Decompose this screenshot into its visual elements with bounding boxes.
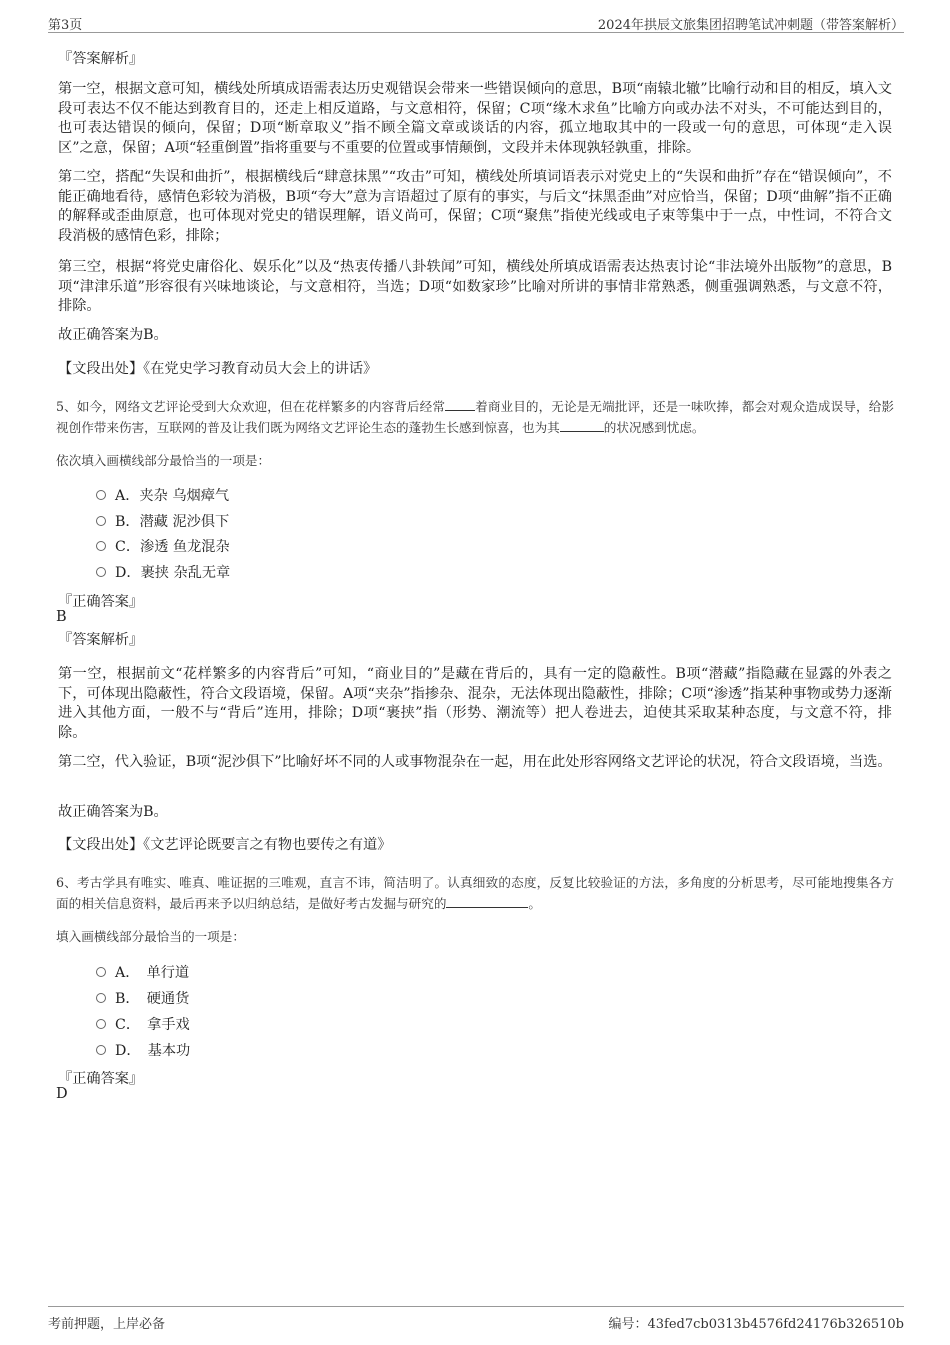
q5-analysis-p2: 第二空，代入验证，B项“泥沙俱下”比喻好坏不同的人或事物混杂在一起，用在此处形容网络文艺评论的状况，符合文段语境，当选。 [58, 754, 892, 770]
q6-option-c[interactable] [96, 1014, 190, 1034]
q6-blank [446, 895, 528, 908]
q4-analysis-p3: 第三空，根据“将党史庸俗化、娱乐化”以及“热衷传播八卦轶闻”可知，横线处所填成语需表达热衷讨论“非法境外出版物”的意思，B项“津津乐道”形容很有兴味地谈论，与文意相符，当选；D项“如数家珍”比喻对所讲的事情非常熟悉，侧重强调熟悉，与文意不符，排除。 [58, 259, 892, 315]
q5-option-d-label: D．裹挟 杂乱无章 [115, 565, 231, 581]
q5-stem-part-3: 的状况感到忧虑。 [603, 420, 705, 435]
q5-blank-1 [445, 398, 475, 411]
q5-analysis-p1: 第一空，根据前文“花样繁多的内容背后”可知，“商业目的”是藏在背后的，具有一定的隐蔽性。B项“潜藏”指隐藏在显露的外表之下，可体现出隐蔽性，符合文段语境，保留。A项“夹杂”指掺杂、混杂，无法体现出隐蔽性，排除；C项“渗透”指某种事物或势力逐渐进入其他方面，一般不与“背后”连用，排除；D项“裹挟”指（形势、潮流等）把人卷进去，迫使其采取某种态度，与文意不符，排除。 [58, 666, 892, 741]
q5-blank-2 [560, 419, 604, 432]
q5-option-d[interactable] [96, 562, 230, 582]
q5-answer-tag: 『正确答案』 [58, 594, 144, 610]
q5-option-a-label: A．夹杂 乌烟瘴气 [115, 488, 230, 504]
q6-option-d-label: D． 基本功 [115, 1043, 191, 1059]
q6-prompt: 填入画横线部分最恰当的一项是： [56, 929, 245, 944]
document-id: 编号：43fed7cb0313b4576fd24176b326510b [608, 1317, 904, 1332]
q4-analysis-p2: 第二空，搭配“失误和曲折”，根据横线后“肆意抹黑”“攻击”可知，横线处所填词语表示对党史上的“失误和曲折”存在“错误倾向”，不能正确地看待，感情色彩较为消极，B项“夸大”意为言语超过了原有的事实，与后文“抹黑歪曲”对应恰当，保留；D项“曲解”指不正确的解释或歪曲原意，也可体现对党史的错误理解，语义尚可，保留；C项“聚焦”指使光线或电子束等集中于一点，中性词，不符合文段消极的感情色彩，排除； [58, 169, 892, 244]
radio-icon[interactable] [96, 490, 106, 500]
q6-stem-part-2: 。 [528, 896, 541, 911]
q6-option-c-label: C． 拿手戏 [115, 1017, 190, 1033]
q6-option-a-label: A． 单行道 [115, 965, 190, 981]
q5-option-b-label: B．潜藏 泥沙俱下 [115, 514, 230, 530]
q4-analysis-tag: 『答案解析』 [58, 51, 144, 67]
q5-source: 【文段出处】《文艺评论既要言之有物也要传之有道》 [58, 837, 392, 853]
q6-stem [56, 872, 894, 914]
q6-stem-part-1: 6、考古学具有唯实、唯真、唯证据的三唯观，直言不讳，简洁明了。认真细致的态度，反复比较验证的方法，多角度的分析思考，尽可能地搜集各方面的相关信息资料，最后再来予以归纳总结，是做好考古发掘与研究的 [56, 875, 894, 911]
q6-answer: D [56, 1086, 68, 1102]
q5-conclusion: 故正确答案为B。 [58, 804, 168, 820]
q6-option-b[interactable] [96, 988, 189, 1008]
q6-option-d[interactable] [96, 1040, 190, 1060]
q5-answer: B [56, 609, 67, 625]
q5-stem-part-2: 着商业目的，无论是无端批评，还是一味吹捧，都会对观众造成误导，给影视创作带来伤害，互联网的普及让我们既为网络文艺评论生态的蓬勃生长感到惊喜，也为其 [56, 399, 895, 435]
q5-prompt: 依次填入画横线部分最恰当的一项是： [56, 453, 271, 468]
q5-analysis-tag: 『答案解析』 [58, 632, 144, 648]
radio-icon[interactable] [96, 516, 106, 526]
q5-option-a[interactable] [96, 485, 229, 505]
q5-stem [56, 396, 894, 438]
q5-option-c-label: C．渗透 鱼龙混杂 [115, 539, 230, 555]
q6-answer-tag: 『正确答案』 [58, 1071, 144, 1087]
q5-option-b[interactable] [96, 511, 229, 531]
radio-icon[interactable] [96, 541, 106, 551]
page-header [48, 12, 904, 33]
q4-analysis-p1: 第一空，根据文意可知，横线处所填成语需表达历史观错误会带来一些错误倾向的意思，B项“南辕北辙”比喻行动和目的相反，填入文段可表达不仅不能达到教育目的，还走上相反道路，与文意相符，保留；C项“缘木求鱼”比喻方向或办法不对头，不可能达到目的，也可表达错误的倾向，保留；D项“断章取义”指不顾全篇文章或谈话的内容，孤立地取其中的一段或一句的意思，可体现“走入误区”之意，保留；A项“轻重倒置”指将重要与不重要的位置或事情颠倒，文段并未体现孰轻孰重，排除。 [58, 81, 892, 156]
radio-icon[interactable] [96, 1045, 106, 1055]
page-number: 第3页 [48, 18, 83, 33]
radio-icon[interactable] [96, 967, 106, 977]
q6-option-a[interactable] [96, 962, 189, 982]
q4-conclusion: 故正确答案为B。 [58, 327, 168, 343]
q5-stem-part-1: 5、如今，网络文艺评论受到大众欢迎，但在花样繁多的内容背后经常 [56, 399, 446, 414]
document-title: 2024年拱辰文旅集团招聘笔试冲刺题（带答案解析） [597, 18, 904, 33]
footer-slogan: 考前押题，上岸必备 [48, 1317, 166, 1332]
radio-icon[interactable] [96, 993, 106, 1003]
page-footer [48, 1306, 904, 1332]
radio-icon[interactable] [96, 1019, 106, 1029]
radio-icon[interactable] [96, 567, 106, 577]
q4-source: 【文段出处】《在党史学习教育动员大会上的讲话》 [58, 361, 378, 377]
q6-option-b-label: B． 硬通货 [115, 991, 190, 1007]
q5-option-c[interactable] [96, 536, 230, 556]
